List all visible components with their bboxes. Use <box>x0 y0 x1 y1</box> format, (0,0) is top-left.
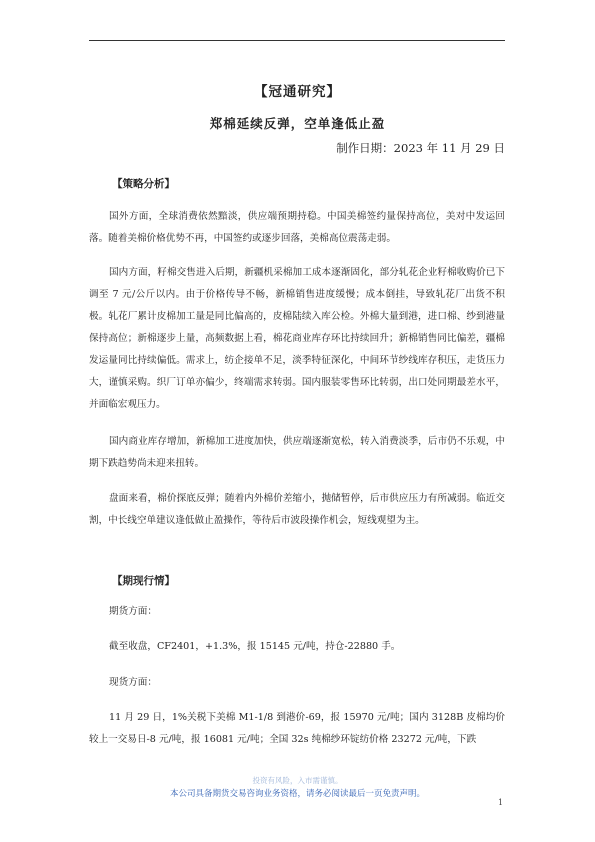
strategy-paragraph-2: 国内方面，籽棉交售进入后期，新疆机采棉加工成本逐渐固化，部分轧花企业籽棉收购价已下调至 7 元/公斤以内。由于价格传导不畅，新棉销售进度缓慢；成本倒挂，导致轧花厂出货不积极。轧花厂累计皮棉加工量是同比偏高的，皮棉陆续入库公检。外棉大量到港，进口棉、纱到港量保持高位；新棉逐步上量，高频数据上看，棉花商业库存环比持续回升；新棉销售同比偏差，疆棉发运量同比持续偏低。需求上，纺企接单不足，淡季特征深化，中间环节纱线库存积压，走货压力大，谨慎采购。织厂订单亦偏少，终端需求转弱。国内服装零售环比转弱，出口处同期最差水平，并面临宏观压力。 <box>89 267 505 410</box>
futures-label: 期货方面： <box>109 606 157 617</box>
spot-label: 现货方面： <box>109 677 157 688</box>
page-number: 1 <box>498 798 504 807</box>
futures-text: 截至收盘，CF2401，+1.3%，报 15145 元/吨，持仓-22880 手。 <box>109 641 401 652</box>
footer-disclaimer: 本公司具备期货交易咨询业务资格，请务必阅读最后一页免责声明。 <box>169 789 425 799</box>
report-date: 制作日期：2023 年 11 月 29 日 <box>336 141 505 155</box>
footer-risk-note: 投资有风险，入市需谨慎。 <box>252 776 343 785</box>
strategy-heading: 【策略分析】 <box>112 178 175 190</box>
brand-title: 【冠通研究】 <box>254 84 341 100</box>
market-heading: 【期现行情】 <box>112 575 175 587</box>
strategy-paragraph-3: 国内商业库存增加，新棉加工进度加快，供应端逐渐宽松，转入消费淡季，后市仍不乐观，中期下跌趋势尚未迎来扭转。 <box>89 436 505 469</box>
header-rule <box>89 40 505 41</box>
strategy-paragraph-1: 国外方面，全球消费依然黯淡，供应端预期持稳。中国美棉签约量保持高位，美对中发运回落。随着美棉价格优势不再，中国签约或逐步回落，美棉高位震荡走弱。 <box>89 211 505 244</box>
spot-text: 11 月 29 日，1%关税下美棉 M1-1/8 到港价-69，报 15970 元/吨；国内 3128B 皮棉均价较上一交易日-8 元/吨，报 16081 元/吨；全国 32s 纯棉纱环锭纺价格 23272 元/吨，下跌 <box>89 712 505 745</box>
strategy-paragraph-4: 盘面来看，棉价探底反弹；随着内外棉价差缩小，抛储暂停，后市供应压力有所减弱。临近交割，中长线空单建议逢低做止盈操作，等待后市波段操作机会，短线观望为主。 <box>89 493 505 526</box>
report-title: 郑棉延续反弹，空单逢低止盈 <box>209 116 386 131</box>
